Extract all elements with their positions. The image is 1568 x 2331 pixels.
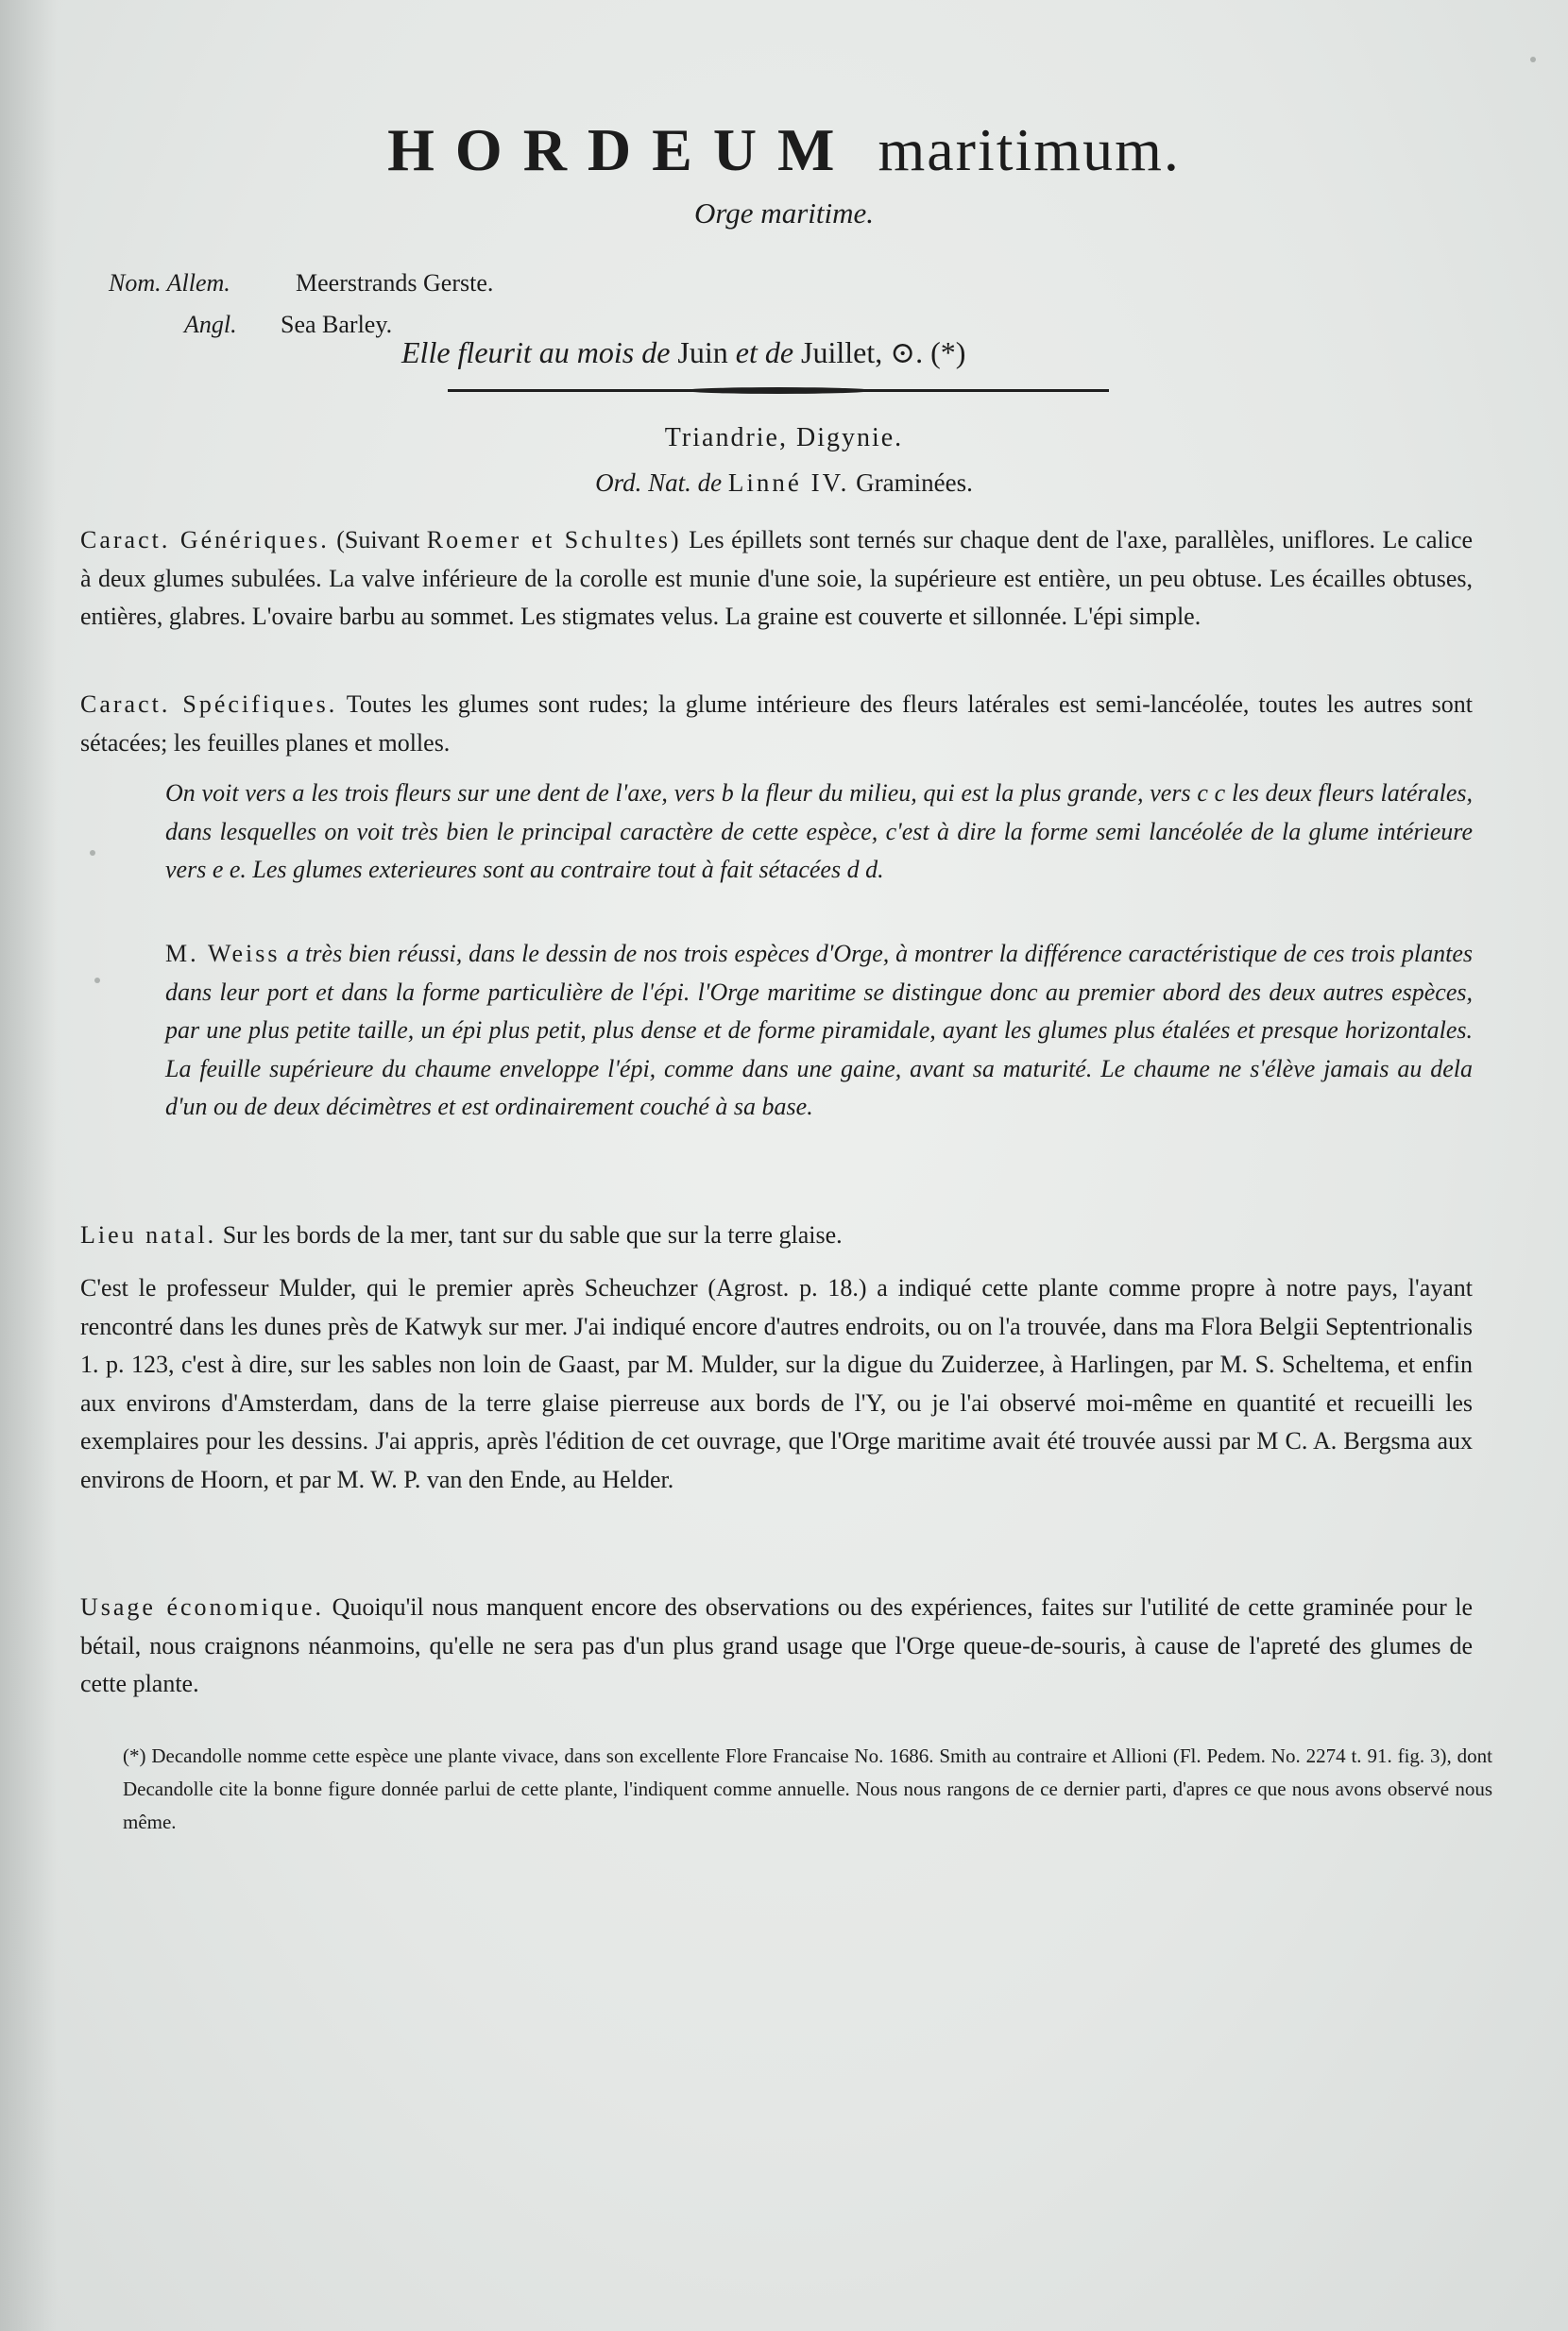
generic-source-prefix: (Suivant	[336, 526, 420, 553]
name-value: Sea Barley.	[281, 311, 393, 338]
usage-text: Quoiqu'il nous manquent encore des observations ou des expériences, faites sur l'utilité de cette graminée pour le bétail, nous craignons néanmoins, qu'elle ne sera pas d'un plus grand usage que l'Orge queue-de-souris, à cause de l'apreté des glumes de cette plante.	[80, 1593, 1473, 1697]
section-label: Usage économique.	[80, 1593, 325, 1621]
genus-name: HORDEUM	[387, 116, 856, 183]
annual-symbol: , ⊙. (*)	[875, 335, 966, 369]
page-title	[0, 115, 1568, 185]
flowering-month: Juin	[677, 335, 728, 369]
order-family: Graminées.	[856, 468, 973, 497]
paper-spot	[94, 978, 100, 983]
weiss-text: a très bien réussi, dans le dessin de nos trois espèces d'Orge, à montrer la différence caractéristique de ces trois plantes dans leur port et dans la forme particulière de l'épi. l'Orge maritime se distingue donc au premier abord des deux autres espèces, par une plus petite taille, un épi plus petit, plus dense et de forme piramidale, ayant les glumes plus étalées et presque horizontales. La feuille supérieure du chaume enveloppe l'épi, comme dans une gaine, avant sa maturité. Le chaume ne s'élève jamais au dela d'un ou de deux décimètres et est ordinairement couché à sa base.	[165, 940, 1474, 1120]
habitat	[80, 1217, 1473, 1255]
species-name: maritimum.	[878, 116, 1181, 183]
figure-explanation: On voit vers a les trois fleurs sur une dent de l'axe, vers b la fleur du milieu, qui est la plus grande, vers c c les deux fleurs latérales, dans lesquelles on voit très bien le principal caractère de cette espèce, c'est à dire la forme semi lancéolée de la glume intérieure vers e e. Les glumes exterieures sont au contraire tout à fait sétacées d d.	[165, 779, 1473, 883]
generic-text: Les épillets sont ternés sur chaque dent de l'axe, parallèles, uniflores. Le calice à deux glumes subulées. La valve inférieure de la corolle est munie d'une soie, la supérieure est entière, un peu obtuse. Les écailles obtuses, entières, glabres. L'ovaire barbu au sommet. Les stigmates velus. La graine est couverte et sillonnée. L'épi simple.	[80, 526, 1474, 630]
name-key: Nom. Allem.	[109, 269, 230, 297]
natural-order	[0, 468, 1568, 498]
ornamental-rule	[448, 389, 1109, 392]
generic-source-authors: Roemer et Schultes)	[426, 526, 682, 553]
name-key: Angl.	[184, 311, 237, 338]
vernacular-names	[109, 263, 493, 346]
history-paragraph: C'est le professeur Mulder, qui le premier après Scheuchzer (Agrost. p. 18.) a indiqué cette plante comme propre à notre pays, l'ayant rencontré dans les dunes près de Katwyk sur mer. J'ai indiqué encore d'autres endroits, ou on l'a trouvée, dans ma Flora Belgii Septentrionalis 1. p. 123, c'est à dire, sur les sables non loin de Gaast, par M. Mulder, sur la digue du Zuiderzee, à Harlingen, par M. S. Scheltema, et enfin aux environs d'Amsterdam, dans de la terre glaise pierreuse aux bords de l'Y, ou je l'ai observé moi-même en quantité et recueilli les exemplaires pour les dessins. J'ai appris, après l'édition de cet ouvrage, que l'Orge maritime avait été trouvée aussi par M C. A. Bergsma aux environs de Hoorn, et par M. W. P. van den Ende, au Helder.	[80, 1274, 1473, 1493]
paper-spot	[90, 850, 95, 856]
flowering-intro: Elle fleurit au mois de	[401, 335, 671, 369]
specific-text: Toutes les glumes sont rudes; la glume intérieure des fleurs latérales est semi-lancéolée, toutes les autres sont sétacées; les feuilles planes et molles.	[80, 690, 1473, 757]
common-name: Orge maritime.	[694, 196, 874, 230]
flowering-month: Juillet	[801, 335, 876, 369]
section-label: Caract. Spécifiques.	[80, 690, 338, 718]
habitat-text: Sur les bords de la mer, tant sur du sable que sur la terre glaise.	[222, 1221, 843, 1249]
flowering-period	[401, 334, 965, 370]
name-value: Meerstrands Gerste.	[296, 269, 494, 297]
weiss-paragraph	[165, 935, 1473, 1127]
section-label: Lieu natal.	[80, 1221, 217, 1249]
order-author: Linné IV.	[727, 468, 850, 497]
footnote: (*) Decandolle nomme cette espèce une plante vivace, dans son excellente Flore Francaise No. 1686. Smith au contraire et Allioni (Fl. Pedem. No. 2274 t. 91. fig. 3), dont Decandolle cite la bonne figure donnée parlui de cette plante, l'indiquent comme annuelle. Nous nous rangons de ce dernier parti, d'apres ce que nous avons observé nous même.	[123, 1744, 1492, 1833]
linnean-class: Triandrie, Digynie.	[664, 423, 904, 452]
name-row-german	[109, 263, 493, 304]
paper-spot	[1530, 57, 1536, 62]
flowering-conj: et de	[735, 335, 794, 369]
economic-usage	[80, 1589, 1473, 1704]
order-prefix: Ord. Nat. de	[595, 468, 723, 497]
section-label: Caract. Génériques.	[80, 526, 330, 553]
generic-characters	[80, 521, 1473, 637]
artist-name: M. Weiss	[165, 940, 281, 967]
specific-characters	[80, 686, 1473, 762]
